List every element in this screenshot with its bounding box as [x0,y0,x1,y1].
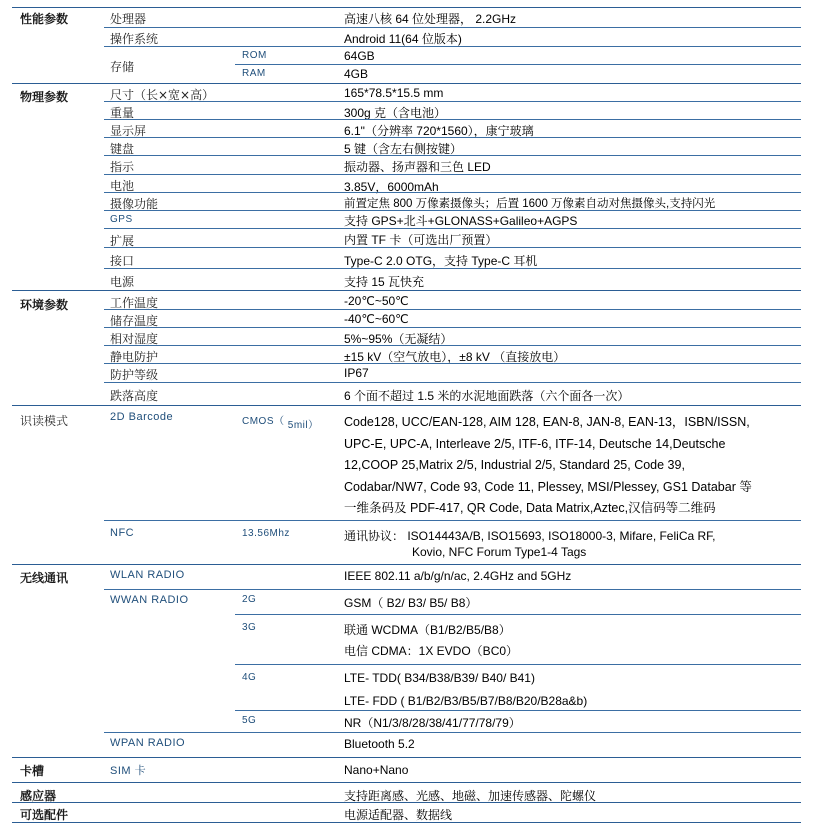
rule [235,664,801,665]
section-scan-mode: 识读模式 [20,414,69,428]
row-label-os: 操作系统 [110,32,159,46]
barcode-mil-text: 5mil） [287,420,319,431]
row-label-weight: 重量 [110,106,135,120]
row-label-battery: 电池 [110,179,135,193]
barcode-line: Codabar/NW7, Code 93, Code 11, Plessey, MSI/Plessey, GS1 Databar 等 [344,479,752,494]
row-value-os: Android 11(64 位版本) [344,32,462,46]
storage-ram-label: RAM [242,68,266,79]
rule [104,382,801,383]
row-label-wlan: WLAN RADIO [110,569,185,581]
rule [104,327,801,328]
rule [104,27,801,28]
row-value-drop: 6 个面不超过 1.5 米的水泥地面跌落（六个面各一次） [344,389,630,403]
row-label-sim: SIM 卡 [110,765,147,777]
row-label-display: 显示屏 [110,124,147,138]
wwan-5g-value: NR（N1/3/8/28/38/41/77/78/79） [344,716,521,730]
row-label-gps: GPS [110,214,133,225]
row-value-sim: Nano+Nano [344,763,409,777]
row-label-nfc: NFC [110,527,135,539]
section-performance: 性能参数 [20,12,69,26]
row-label-power: 电源 [110,275,135,289]
row-label-port: 接口 [110,254,135,268]
rule-section [12,290,801,291]
row-value-size: 165*78.5*15.5 mm [344,86,444,100]
barcode-sensor-text: CMOS（ [242,416,285,427]
nfc-frequency: 13.56Mhz [242,528,290,539]
rule [104,119,801,120]
section-environment: 环境参数 [20,298,69,312]
row-value-op-temp: -20℃~50℃ [344,294,409,308]
barcode-line: Code128, UCC/EAN-128, AIM 128, EAN-8, JAN-8, EAN-13，ISBN/ISSN, [344,415,750,429]
row-value-indicator: 振动器、扬声器和三色 LED [344,160,491,174]
row-value-wlan: IEEE 802.11 a/b/g/n/ac, 2.4GHz and 5GHz [344,569,572,583]
wwan-5g-label: 5G [242,715,257,726]
row-value-wpan: Bluetooth 5.2 [344,737,415,751]
row-label-drop: 跌落高度 [110,389,159,403]
rule-bottom [12,822,801,823]
wwan-4g-value-a: LTE- TDD( B34/B38/B39/ B40/ B41) [344,671,535,685]
rule [104,137,801,138]
rule-section [12,757,801,758]
row-label-barcode: 2D Barcode [110,411,174,423]
row-value-keys: 5 键（含左右侧按键） [344,142,463,156]
row-value-esd: ±15 kV（空气放电），±8 kV （直接放电） [344,350,566,364]
rule [104,520,801,521]
rule-section [12,802,801,803]
section-physical: 物理参数 [20,90,69,104]
row-value-humidity: 5%~95%（无凝结） [344,332,453,346]
nfc-protocols-line-2: Kovio, NFC Forum Type1-4 Tags [412,545,587,559]
wwan-2g-label: 2G [242,594,257,605]
row-label-cpu: 处理器 [110,12,147,26]
barcode-symbologies [344,412,794,520]
row-label-ip: 防护等级 [110,368,159,382]
wwan-2g-value: GSM（ B2/ B3/ B5/ B8） [344,596,478,610]
barcode-line: UPC-E, UPC-A, Interleave 2/5, ITF-6, ITF-14, Deutsche 14,Deutsche [344,436,726,451]
rule [104,155,801,156]
barcode-line: 一维条码及 PDF-417, QR Code, Data Matrix,Aztec,汉信码等二维码 [344,501,716,515]
rule [235,614,801,615]
rule [104,268,801,269]
rule [235,710,801,711]
rule [104,210,801,211]
rule-section [12,83,801,84]
row-label-expand: 扩展 [110,234,135,248]
row-label-wwan: WWAN RADIO [110,594,189,606]
storage-rom-label: ROM [242,50,267,61]
barcode-sensor-label [242,412,319,431]
row-value-sensors: 支持距离感、光感、地磁、加速传感器、陀螺仪 [344,789,597,803]
rule [104,309,801,310]
row-label-camera: 摄像功能 [110,197,159,211]
rule [104,46,801,47]
rule [104,732,801,733]
wwan-4g-label: 4G [242,672,257,683]
row-value-cpu: 高速八核 64 位处理器， 2.2GHz [344,12,517,26]
wwan-3g-label: 3G [242,622,257,633]
rule-section [12,564,801,565]
row-label-st-temp: 储存温度 [110,314,159,328]
section-card-slot: 卡槽 [20,764,45,778]
rule [235,64,801,65]
row-value-expand: 内置 TF 卡（可选出厂预置） [344,233,498,247]
row-value-weight: 300g 克（含电池） [344,106,447,120]
rule [104,192,801,193]
row-value-camera: 前置定焦 800 万像素摄像头；后置 1600 万像素自动对焦摄像头,支持闪光 [344,198,716,210]
row-label-storage: 存储 [110,60,135,74]
row-value-st-temp: -40℃~60℃ [344,312,409,326]
section-accessories: 可选配件 [20,808,69,822]
rule-section [12,782,801,783]
row-value-power: 支持 15 瓦快充 [344,275,425,289]
rule [104,589,801,590]
rule [104,363,801,364]
row-label-esd: 静电防护 [110,350,159,364]
rule [104,345,801,346]
row-value-accessories: 电源适配器、数据线 [344,808,453,822]
wwan-3g-value-a: 联通 WCDMA（B1/B2/B5/B8） [344,623,511,637]
storage-ram-value: 4GB [344,67,369,81]
row-label-wpan: WPAN RADIO [110,737,186,749]
row-label-size: 尺寸（长×宽×高） [110,88,215,102]
row-label-indicator: 指示 [110,160,135,174]
rule [104,174,801,175]
section-wireless: 无线通讯 [20,571,69,585]
row-label-op-temp: 工作温度 [110,296,159,310]
storage-rom-value: 64GB [344,49,375,63]
row-value-display: 6.1"（分辨率 720*1560），康宁玻璃 [344,124,534,138]
nfc-protocols-line-1: 通讯协议： ISO14443A/B, ISO15693, ISO18000-3, Mifare, FeliCa RF, [344,529,716,543]
row-value-battery: 3.85V，6000mAh [344,180,439,194]
rule-section [12,405,801,406]
rule-top [12,7,801,8]
row-value-port: Type-C 2.0 OTG，支持 Type-C 耳机 [344,254,538,268]
rule [104,228,801,229]
row-label-humidity: 相对湿度 [110,332,159,346]
wwan-3g-value-b: 电信 CDMA：1X EVDO（BC0） [344,644,519,658]
rule [104,247,801,248]
row-value-ip: IP67 [344,366,369,380]
wwan-4g-value-b: LTE- FDD ( B1/B2/B3/B5/B7/B8/B20/B28a&b) [344,694,588,708]
section-sensors: 感应器 [20,789,57,803]
row-label-keys: 键盘 [110,142,135,156]
rule [104,101,801,102]
row-value-gps: 支持 GPS+北斗+GLONASS+Galileo+AGPS [344,214,578,228]
barcode-line: 12,COOP 25,Matrix 2/5, Industrial 2/5, Standard 25, Code 39, [344,458,685,472]
